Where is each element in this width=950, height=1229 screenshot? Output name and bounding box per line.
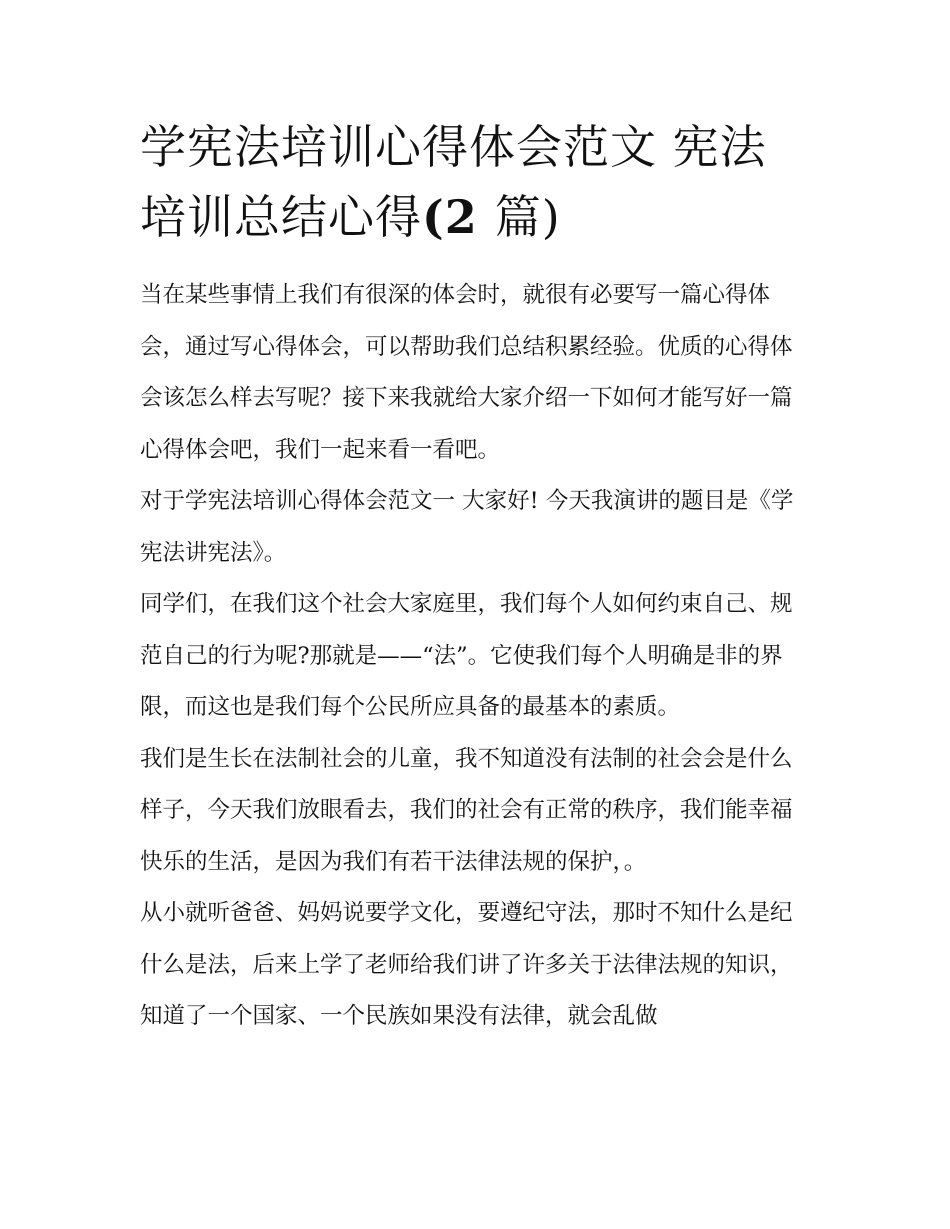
paragraph-legal-society: 我们是生长在法制社会的儿童，我不知道没有法制的社会会是什么样子，今天我们放眼看去，我们的社会有正常的秩序，我们能幸福快乐的生活，是因为我们有若干法律法规的保护，。 [140, 745, 793, 875]
paragraph-childhood: 从小就听爸爸、妈妈说要学文化，要遵纪守法，那时不知什么是纪什么是法，后来上学了老师给我们讲了许多关于法律法规的知识，知道了一个国家、一个民族如果没有法律，就会乱做 [140, 900, 793, 1029]
document-title [140, 112, 812, 252]
title-line-2 [140, 182, 812, 252]
document-body [140, 270, 812, 1043]
title-line-2-text: 培训总结心得 [140, 190, 422, 244]
paragraph-intro: 当在某些事情上我们有很深的体会时，就很有必要写一篇心得体会，通过写心得体会，可以帮助我们总结积累经验。优质的心得体会该怎么样去写呢？接下来我就给大家介绍一下如何才能写好一篇心得体会吧，我们一起来看一看吧。 [140, 282, 793, 463]
document-content [140, 112, 812, 1043]
title-line-1: 学宪法培训心得体会范文 宪法 [140, 120, 767, 174]
title-count-suffix: 篇) [494, 190, 561, 244]
title-count: (2 [422, 190, 495, 244]
paragraph-law-definition: 同学们，在我们这个社会大家庭里，我们每个人如何约束自己、规范自己的行为呢?那就是——“法”。它使我们每个人明确是非的界限，而这也是我们每个公民所应具备的最基本的素质。 [140, 591, 793, 720]
paragraph-speech-opening: 对于学宪法培训心得体会范文一 大家好! 今天我演讲的题目是《学宪法讲宪法》。 [140, 488, 794, 566]
